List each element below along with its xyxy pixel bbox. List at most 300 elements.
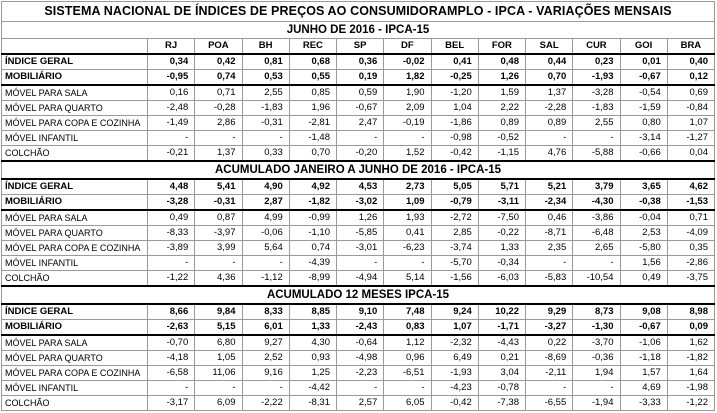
column-header-bel: BEL [431, 39, 478, 55]
cell-bel: -0,42 [431, 396, 478, 411]
cell-bh: 0,81 [242, 54, 289, 70]
cell-bh: - [242, 381, 289, 396]
cell-sal: - [526, 131, 573, 146]
cell-cur: - [573, 381, 620, 396]
table-row [2, 101, 715, 116]
cell-for: -3,11 [478, 195, 525, 211]
cell-goi: 3,65 [620, 179, 667, 195]
cell-cur: 8,73 [573, 304, 620, 320]
row-label: MÓVEL PARA SALA [2, 210, 148, 226]
cell-sal: -5,83 [526, 271, 573, 287]
row-label: ÍNDICE GERAL [2, 304, 148, 320]
cell-bra: 1,64 [667, 366, 714, 381]
cell-bra: 0,35 [667, 241, 714, 256]
table-row [2, 351, 715, 366]
cell-goi: -0,38 [620, 195, 667, 211]
cell-for: 0,89 [478, 116, 525, 131]
cell-poa: -0,28 [195, 101, 242, 116]
cell-for: 0,48 [478, 54, 525, 70]
cell-goi: -3,33 [620, 396, 667, 411]
cell-bra: -2,86 [667, 256, 714, 271]
cell-bel: -4,23 [431, 381, 478, 396]
cell-bra: 8,98 [667, 304, 714, 320]
cell-bra: 0,04 [667, 146, 714, 162]
table-row [2, 116, 715, 131]
cell-bel: 5,05 [431, 179, 478, 195]
cell-goi: 4,69 [620, 381, 667, 396]
cell-poa: 4,36 [195, 271, 242, 287]
cell-rec: 4,92 [289, 179, 336, 195]
cell-df: 1,52 [384, 146, 431, 162]
cell-for: -0,34 [478, 256, 525, 271]
row-label: MÓVEL PARA COPA E COZINHA [2, 241, 148, 256]
cell-bel: 6,49 [431, 351, 478, 366]
cell-bra: 0,40 [667, 54, 714, 70]
cell-bel: -1,20 [431, 85, 478, 101]
cell-sp: 0,19 [337, 70, 384, 86]
cell-bra: 4,62 [667, 179, 714, 195]
cell-poa: 3,99 [195, 241, 242, 256]
cell-rj: -1,22 [148, 271, 195, 287]
cell-rj: 4,48 [148, 179, 195, 195]
row-label: MÓVEL PARA QUARTO [2, 101, 148, 116]
cell-bel: -0,98 [431, 131, 478, 146]
cell-rec: 4,30 [289, 335, 336, 351]
cell-bh: 5,64 [242, 241, 289, 256]
cell-goi: -0,66 [620, 146, 667, 162]
cell-rec: -4,39 [289, 256, 336, 271]
cell-sp: -3,02 [337, 195, 384, 211]
cell-for: -6,03 [478, 271, 525, 287]
cell-poa: 5,41 [195, 179, 242, 195]
cell-bra: 0,69 [667, 85, 714, 101]
cell-sp: -0,67 [337, 101, 384, 116]
column-header-blank [2, 39, 148, 55]
cell-rj: -1,49 [148, 116, 195, 131]
cell-sal: -2,28 [526, 101, 573, 116]
column-header-cur: CUR [573, 39, 620, 55]
cell-cur: -5,88 [573, 146, 620, 162]
cell-sal: 0,70 [526, 70, 573, 86]
row-label: MÓVEL INFANTIL [2, 256, 148, 271]
cell-bh: 4,90 [242, 179, 289, 195]
row-label: MÓVEL PARA SALA [2, 85, 148, 101]
table-row [2, 271, 715, 287]
cell-sp: -2,43 [337, 320, 384, 336]
cell-for: 1,59 [478, 85, 525, 101]
cell-bh: 0,53 [242, 70, 289, 86]
table-row [2, 146, 715, 162]
column-header-rec: REC [289, 39, 336, 55]
cell-sp: 4,53 [337, 179, 384, 195]
cell-rec: -1,10 [289, 226, 336, 241]
row-label: MÓVEL INFANTIL [2, 131, 148, 146]
cell-rj: -2,48 [148, 101, 195, 116]
cell-cur: 0,23 [573, 54, 620, 70]
section-heading-row [2, 22, 715, 39]
cell-bel: -2,72 [431, 210, 478, 226]
cell-rj: - [148, 381, 195, 396]
row-label: COLCHÃO [2, 396, 148, 411]
cell-sal: -2,11 [526, 366, 573, 381]
column-header-df: DF [384, 39, 431, 55]
cell-goi: 0,80 [620, 116, 667, 131]
cell-for: 10,22 [478, 304, 525, 320]
cell-sal: 5,21 [526, 179, 573, 195]
cell-cur: 2,65 [573, 241, 620, 256]
cell-poa: 1,05 [195, 351, 242, 366]
cell-sp: -4,98 [337, 351, 384, 366]
cell-sal: 0,44 [526, 54, 573, 70]
cell-goi: -1,59 [620, 101, 667, 116]
cell-bra: -1,98 [667, 381, 714, 396]
cell-cur: - [573, 131, 620, 146]
table-row [2, 195, 715, 211]
cell-rec: 8,85 [289, 304, 336, 320]
cell-sal: -8,69 [526, 351, 573, 366]
cell-for: 2,22 [478, 101, 525, 116]
section-heading-row [2, 161, 715, 179]
cell-df: 0,96 [384, 351, 431, 366]
cell-rj: -0,70 [148, 335, 195, 351]
cell-sal: 0,22 [526, 335, 573, 351]
cell-cur: -1,30 [573, 320, 620, 336]
column-header-sp: SP [337, 39, 384, 55]
cell-rec: 0,85 [289, 85, 336, 101]
cell-df: 1,93 [384, 210, 431, 226]
cell-df: - [384, 256, 431, 271]
cell-sal: -3,27 [526, 320, 573, 336]
cell-poa: 0,71 [195, 85, 242, 101]
cell-goi: 0,49 [620, 271, 667, 287]
table-row [2, 256, 715, 271]
cell-cur: -1,83 [573, 101, 620, 116]
cell-bh: -2,22 [242, 396, 289, 411]
cell-cur: -4,30 [573, 195, 620, 211]
cell-bh: 0,33 [242, 146, 289, 162]
cell-bel: -1,56 [431, 271, 478, 287]
cell-rj: - [148, 131, 195, 146]
table-row [2, 179, 715, 195]
cell-sp: - [337, 381, 384, 396]
cell-bh: 8,33 [242, 304, 289, 320]
cell-poa: 1,37 [195, 146, 242, 162]
cell-bh: 2,55 [242, 85, 289, 101]
cell-bra: -1,27 [667, 131, 714, 146]
row-label: MÓVEL PARA QUARTO [2, 351, 148, 366]
cell-rj: -2,63 [148, 320, 195, 336]
cell-sp: -0,20 [337, 146, 384, 162]
cell-bel: 1,07 [431, 320, 478, 336]
table-row [2, 241, 715, 256]
column-header-goi: GOI [620, 39, 667, 55]
cell-cur: 1,94 [573, 366, 620, 381]
cell-bh: -0,31 [242, 116, 289, 131]
cell-bel: -0,25 [431, 70, 478, 86]
cell-rec: 0,68 [289, 54, 336, 70]
cell-bh: 4,99 [242, 210, 289, 226]
cell-bel: -1,93 [431, 366, 478, 381]
row-label: COLCHÃO [2, 146, 148, 162]
ipca-spreadsheet [1, 1, 715, 411]
cell-sal: -6,55 [526, 396, 573, 411]
cell-df: -6,51 [384, 366, 431, 381]
cell-poa: - [195, 131, 242, 146]
cell-sp: 1,26 [337, 210, 384, 226]
cell-rec: -4,42 [289, 381, 336, 396]
row-label: MOBILIÁRIO [2, 195, 148, 211]
cell-df: 1,09 [384, 195, 431, 211]
cell-poa: 9,84 [195, 304, 242, 320]
cell-sp: -3,01 [337, 241, 384, 256]
cell-sp: -5,85 [337, 226, 384, 241]
cell-poa: 2,86 [195, 116, 242, 131]
column-header-rj: RJ [148, 39, 195, 55]
cell-df: 5,14 [384, 271, 431, 287]
cell-rj: 0,34 [148, 54, 195, 70]
cell-rec: 0,74 [289, 241, 336, 256]
cell-for: -7,38 [478, 396, 525, 411]
section-heading-row [2, 286, 715, 304]
cell-rec: -0,99 [289, 210, 336, 226]
table-row [2, 70, 715, 86]
cell-rj: 0,49 [148, 210, 195, 226]
cell-sal: 2,35 [526, 241, 573, 256]
row-label: ÍNDICE GERAL [2, 54, 148, 70]
cell-bh: 6,01 [242, 320, 289, 336]
cell-cur: 3,79 [573, 179, 620, 195]
cell-rj: -8,33 [148, 226, 195, 241]
cell-for: -4,43 [478, 335, 525, 351]
cell-bh: -1,12 [242, 271, 289, 287]
cell-rj: -4,18 [148, 351, 195, 366]
cell-bel: -2,32 [431, 335, 478, 351]
cell-goi: 0,01 [620, 54, 667, 70]
ipca-table [1, 1, 715, 411]
cell-for: -0,22 [478, 226, 525, 241]
column-header-poa: POA [195, 39, 242, 55]
cell-cur: -3,28 [573, 85, 620, 101]
cell-rec: -2,81 [289, 116, 336, 131]
cell-bel: 9,24 [431, 304, 478, 320]
cell-rj: -3,89 [148, 241, 195, 256]
cell-cur: -1,94 [573, 396, 620, 411]
cell-goi: 9,08 [620, 304, 667, 320]
cell-df: 1,82 [384, 70, 431, 86]
cell-df: 7,48 [384, 304, 431, 320]
cell-rj: -0,95 [148, 70, 195, 86]
cell-sal: 1,37 [526, 85, 573, 101]
cell-goi: 1,57 [620, 366, 667, 381]
cell-cur: -10,54 [573, 271, 620, 287]
row-label: MÓVEL PARA QUARTO [2, 226, 148, 241]
cell-bh: -1,83 [242, 101, 289, 116]
cell-rec: 0,55 [289, 70, 336, 86]
cell-df: -0,19 [384, 116, 431, 131]
cell-bel: -0,42 [431, 146, 478, 162]
cell-sal: -2,34 [526, 195, 573, 211]
cell-goi: 2,53 [620, 226, 667, 241]
cell-rj: 8,66 [148, 304, 195, 320]
cell-cur: - [573, 256, 620, 271]
cell-for: -0,52 [478, 131, 525, 146]
section-heading: ACUMULADO 12 MESES IPCA-15 [2, 286, 715, 304]
cell-poa: - [195, 381, 242, 396]
cell-cur: -6,48 [573, 226, 620, 241]
cell-df: -0,02 [384, 54, 431, 70]
cell-sal: -8,71 [526, 226, 573, 241]
row-label: MÓVEL INFANTIL [2, 381, 148, 396]
table-row [2, 381, 715, 396]
cell-rec: 0,70 [289, 146, 336, 162]
cell-cur: 2,55 [573, 116, 620, 131]
cell-bel: 2,85 [431, 226, 478, 241]
sheet-title: SISTEMA NACIONAL DE ÍNDICES DE PREÇOS AO CONSUMIDORAMPLO - IPCA - VARIAÇÕES MENSAIS [2, 2, 715, 22]
ipca-table-body [2, 2, 715, 411]
cell-bra: -1,53 [667, 195, 714, 211]
cell-for: 0,21 [478, 351, 525, 366]
cell-poa: -3,97 [195, 226, 242, 241]
cell-goi: -0,04 [620, 210, 667, 226]
row-label: MOBILIÁRIO [2, 320, 148, 336]
cell-rj: -0,21 [148, 146, 195, 162]
cell-bra: -1,82 [667, 351, 714, 366]
cell-bra: 1,62 [667, 335, 714, 351]
table-row [2, 54, 715, 70]
row-label: MÓVEL PARA COPA E COZINHA [2, 116, 148, 131]
title-row [2, 2, 715, 22]
section-heading: ACUMULADO JANEIRO A JUNHO DE 2016 - IPCA-15 [2, 161, 715, 179]
table-row [2, 131, 715, 146]
cell-sal: 0,89 [526, 116, 573, 131]
cell-cur: -3,86 [573, 210, 620, 226]
cell-goi: -0,67 [620, 320, 667, 336]
cell-sp: 2,47 [337, 116, 384, 131]
cell-goi: -1,18 [620, 351, 667, 366]
cell-sp: -4,94 [337, 271, 384, 287]
cell-for: 1,33 [478, 241, 525, 256]
cell-rj: -3,28 [148, 195, 195, 211]
cell-bh: -0,06 [242, 226, 289, 241]
cell-poa: 6,80 [195, 335, 242, 351]
cell-bra: -4,09 [667, 226, 714, 241]
table-row [2, 226, 715, 241]
cell-rec: -8,31 [289, 396, 336, 411]
cell-sp: - [337, 256, 384, 271]
cell-poa: 6,09 [195, 396, 242, 411]
row-label: ÍNDICE GERAL [2, 179, 148, 195]
cell-rj: 0,16 [148, 85, 195, 101]
cell-rec: -1,48 [289, 131, 336, 146]
column-header-sal: SAL [526, 39, 573, 55]
cell-sp: -0,64 [337, 335, 384, 351]
cell-bel: 1,04 [431, 101, 478, 116]
cell-goi: -0,54 [620, 85, 667, 101]
table-row [2, 366, 715, 381]
table-row [2, 210, 715, 226]
cell-poa: 11,06 [195, 366, 242, 381]
cell-cur: -1,93 [573, 70, 620, 86]
cell-rj: -6,58 [148, 366, 195, 381]
cell-bra: -3,75 [667, 271, 714, 287]
table-row [2, 396, 715, 411]
cell-for: 5,71 [478, 179, 525, 195]
cell-bel: -3,74 [431, 241, 478, 256]
cell-bel: 0,41 [431, 54, 478, 70]
table-row [2, 85, 715, 101]
cell-sal: 9,29 [526, 304, 573, 320]
column-header-bra: BRA [667, 39, 714, 55]
cell-for: 1,26 [478, 70, 525, 86]
cell-for: -1,15 [478, 146, 525, 162]
cell-rec: 1,33 [289, 320, 336, 336]
cell-bra: -1,22 [667, 396, 714, 411]
row-label: COLCHÃO [2, 271, 148, 287]
cell-df: 2,73 [384, 179, 431, 195]
cell-df: 6,05 [384, 396, 431, 411]
cell-goi: -5,80 [620, 241, 667, 256]
row-label: MÓVEL PARA COPA E COZINHA [2, 366, 148, 381]
cell-bel: -0,79 [431, 195, 478, 211]
cell-bh: 2,52 [242, 351, 289, 366]
cell-rec: -8,99 [289, 271, 336, 287]
cell-bra: 0,12 [667, 70, 714, 86]
cell-bh: 2,87 [242, 195, 289, 211]
column-header-row [2, 39, 715, 55]
cell-rec: 1,96 [289, 101, 336, 116]
cell-cur: -0,36 [573, 351, 620, 366]
cell-df: - [384, 381, 431, 396]
cell-df: 2,09 [384, 101, 431, 116]
column-header-bh: BH [242, 39, 289, 55]
cell-bra: 0,09 [667, 320, 714, 336]
cell-poa: 5,15 [195, 320, 242, 336]
cell-poa: - [195, 256, 242, 271]
cell-bra: -0,84 [667, 101, 714, 116]
cell-sal: - [526, 381, 573, 396]
cell-bh: 9,16 [242, 366, 289, 381]
cell-goi: -0,67 [620, 70, 667, 86]
cell-bh: 9,27 [242, 335, 289, 351]
cell-cur: -3,70 [573, 335, 620, 351]
cell-sp: - [337, 131, 384, 146]
cell-sp: 0,36 [337, 54, 384, 70]
cell-for: -7,50 [478, 210, 525, 226]
cell-bel: -5,70 [431, 256, 478, 271]
cell-df: 1,90 [384, 85, 431, 101]
cell-sp: 9,10 [337, 304, 384, 320]
cell-sp: -2,23 [337, 366, 384, 381]
cell-goi: -1,06 [620, 335, 667, 351]
cell-poa: 0,74 [195, 70, 242, 86]
cell-poa: 0,42 [195, 54, 242, 70]
cell-goi: -3,14 [620, 131, 667, 146]
row-label: MOBILIÁRIO [2, 70, 148, 86]
column-header-for: FOR [478, 39, 525, 55]
cell-sal: 0,46 [526, 210, 573, 226]
cell-bh: - [242, 131, 289, 146]
cell-df: 1,12 [384, 335, 431, 351]
cell-bra: 0,71 [667, 210, 714, 226]
cell-rec: 0,93 [289, 351, 336, 366]
cell-df: - [384, 131, 431, 146]
cell-sal: 4,76 [526, 146, 573, 162]
cell-poa: 0,87 [195, 210, 242, 226]
cell-rec: -1,82 [289, 195, 336, 211]
section-heading: JUNHO DE 2016 - IPCA-15 [2, 22, 715, 39]
cell-bh: - [242, 256, 289, 271]
cell-df: 0,83 [384, 320, 431, 336]
